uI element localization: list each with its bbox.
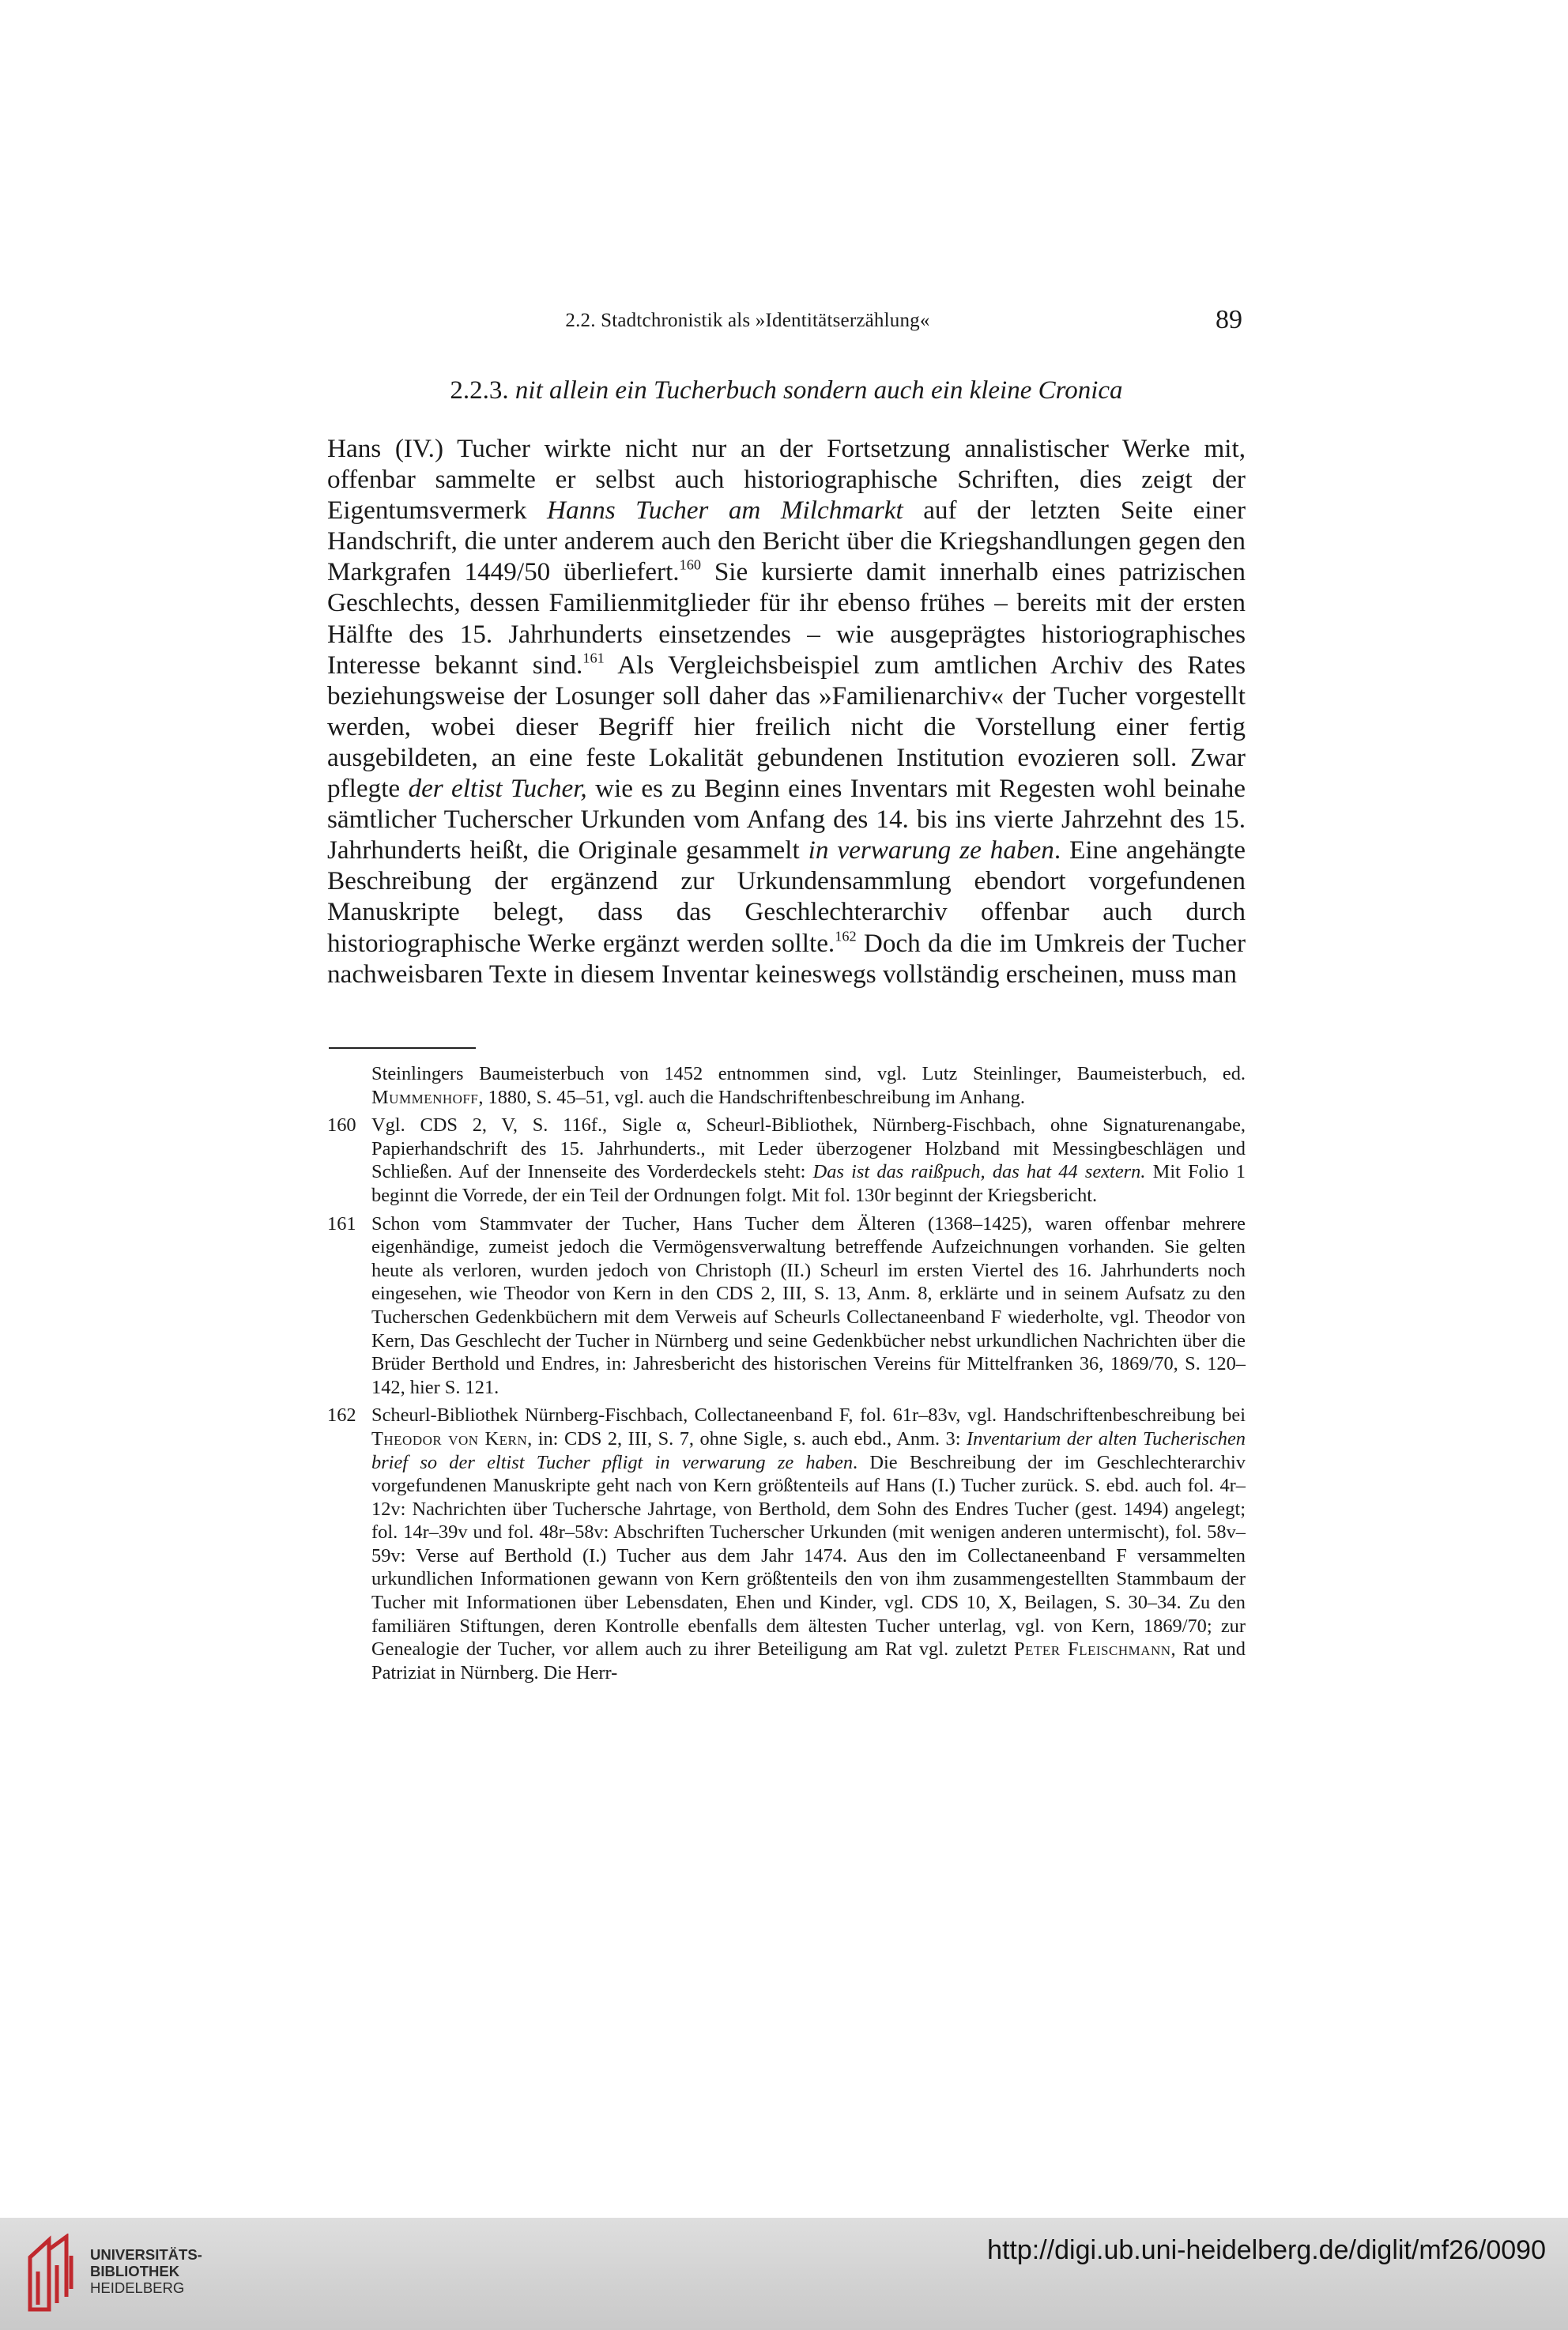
footnote-ref-162[interactable]: 162 — [835, 927, 857, 944]
italic-run: in verwarung ze haben — [808, 835, 1054, 865]
footnote-number: 161 — [327, 1212, 356, 1235]
text-run: Scheurl-Bibliothek Nürnberg-Fischbach, Collectaneenband F, fol. 61r–83v, vgl. Handschriftenbeschreibung bei — [371, 1404, 1246, 1427]
footnote-ref-161[interactable]: 161 — [582, 649, 605, 665]
running-head — [324, 305, 1242, 341]
text-run: . Eine angehängte Beschreibung der ergänzend zur Urkundensammlung ebendort vorgefundenen Manuskripte belegt, dass das Geschlechterarchiv offenbar auch durch historiographische Werke ergänzt werden sollte. — [327, 835, 1246, 958]
library-name-line: HEIDELBERG — [90, 2279, 185, 2296]
italic-run: Das ist das raißpuch, das hat 44 sextern. — [812, 1161, 1146, 1183]
italic-run: Hanns Tucher am Milchmarkt — [547, 496, 903, 526]
text-run: Schon vom Stammvater der Tucher, Hans Tucher dem Älteren (1368–1425), waren offenbar mehrere eigenhändige, zumeist jedoch die Vermögensverwaltung betreffende Aufzeichnungen vorhanden. Sie gelten heute als verloren, wurden jedoch von Christoph (II.) Scheurl im ersten Viertel des 16. Jahrhunderts noch eingesehen, wie Theodor von Kern in den CDS 2, III, S. 13, Anm. 8, erklärte und in seinem Aufsatz zu den Tucherschen Gedenkbüchern mit dem Verweis auf Scheurls Collectaneenband F wiederholte, vgl. Theodor von Kern, Das Geschlecht der Tucher in Nürnberg und seine Gedenkbücher nebst urkundlichen Nachrichten über die Brüder Berthold und Endres, in: Jahresbericht des historischen Vereins für Mittelfranken 36, 1869/70, S. 120–142, hier S. 121. — [371, 1212, 1246, 1398]
footnote-162 — [327, 1404, 1246, 1684]
author-name: Peter Fleischmann — [1014, 1638, 1171, 1661]
footnote-number: 160 — [327, 1114, 356, 1137]
text-run: , Rat und Patriziat in Nürnberg. Die Herr- — [371, 1638, 1246, 1683]
library-name — [90, 2246, 202, 2296]
text-run: Doch da die im Umkreis der Tucher nachweisbaren Texte in diesem Inventar keineswegs vollständig erscheinen, muss man — [327, 928, 1246, 989]
running-title: 2.2. Stadtchronistik als »Identitätserzählung« — [565, 310, 930, 331]
text-run: Vgl. CDS 2, V, S. 116f., Sigle α, Scheurl-Bibliothek, Nürnberg-Fischbach, ohne Signaturenangabe, Papierhandschrift des 15. Jahrhunderts., mit Leder überzogener Holzband mit Messingbeschlägen und Schließen. Auf der Innenseite des Vorderdeckels steht: — [371, 1114, 1246, 1183]
text-run: auf der letzten Seite einer Handschrift, die unter anderem auch den Bericht über die Kriegshandlungen gegen den Markgrafen 1449/50 überliefert. — [327, 496, 1246, 587]
text-run: Mit Folio 1 beginnt die Vorrede, der ein Teil der Ordnungen folgt. Mit fol. 130r beginnt der Kriegsbericht. — [371, 1161, 1246, 1206]
page-number: 89 — [1216, 305, 1242, 334]
footnote-number: 162 — [327, 1404, 356, 1427]
footnote-divider — [329, 1047, 476, 1049]
text-run: Sie kursierte damit innerhalb eines patrizischen Geschlechts, dessen Familienmitglieder für ihr ebenso frühes – bereits mit der ersten Hälfte des 15. Jahrhunderts einsetzendes – wie ausgeprägtes historiographisches Interesse bekannt sind. — [327, 557, 1246, 680]
paragraph — [327, 433, 1246, 990]
section-title: nit allein ein Tucherbuch sondern auch ein kleine Cronica — [514, 376, 1123, 405]
library-name-line: UNIVERSITÄTS- — [90, 2246, 202, 2263]
text-run: . Die Beschreibung der im Geschlechterarchiv vorgefundenen Manuskripte geht nach von Kern größtenteils auf Hans (I.) Tucher zurück. S. ebd. auch fol. 4r–12v: Nachrichten über Tuchersche Jahrtage, von Berthold, dem Sohn des Endres Tucher (gest. 1494) angelegt; fol. 14r–39v und fol. 48r–58v: Abschriften Tucherscher Urkunden (mit wenigen anderen untermischt), fol. 58v–59v: Verse auf Berthold (I.) Tucher aus dem Jahr 1474. Aus den im Collectaneenband F versammelten urkundlichen Informationen gewann von Kern größtenteils den von ihm zusammengestellten Stammbaum der Tucher mit Informationen über Lebensdaten, Ehen und Kinder, vgl. CDS 10, X, Beilagen, S. 30–34. Zu den familiären Stiftungen, deren Kontrolle ebenfalls dem ältesten Tucher unterlag, vgl. von Kern, 1869/70; zur Genealogie der Tucher, vor allem auch zu ihrer Beteiligung am Rat vgl. zuletzt — [371, 1451, 1246, 1661]
footnotes — [327, 1062, 1246, 1689]
text-run: Hans (IV.) Tucher wirkte nicht nur an der Fortsetzung annalistischer Werke mit, offenbar sammelte er selbst auch historiographische Schriften, dies zeigt der Eigentumsvermerk — [327, 434, 1246, 526]
footnote-160 — [327, 1114, 1246, 1207]
text-run: Steinlingers Baumeisterbuch von 1452 entnommen sind, vgl. Lutz Steinlinger, Baumeisterbuch, ed. — [371, 1063, 1246, 1084]
author-name: Mummenhoff — [371, 1086, 479, 1108]
italic-run: Inventarium der alten Tucherischen brief so der eltist Tucher pfligt in verwarung ze haben — [371, 1427, 1246, 1473]
body-paragraph — [327, 433, 1246, 990]
library-name-line: BIBLIOTHEK — [90, 2263, 180, 2279]
text-run: , 1880, S. 45–51, vgl. auch die Handschriftenbeschreibung im Anhang. — [478, 1086, 1025, 1108]
footnote-continuation — [327, 1062, 1246, 1109]
text-run: , in: CDS 2, III, S. 7, ohne Sigle, s. auch ebd., Anm. 3: — [527, 1427, 967, 1450]
author-name: Theodor von Kern — [371, 1427, 528, 1450]
text-run: Als Vergleichsbeispiel zum amtlichen Archiv des Rates beziehungsweise der Losunger soll daher das »Familienarchiv« der Tucher vorgestellt werden, wobei dieser Begriff hier freilich nicht die Vorstellung einer fertig ausgebildeten, an eine feste Lokalität gebundenen Institution evozieren soll. Zwar pflegte — [327, 650, 1246, 804]
section-heading — [327, 376, 1246, 405]
source-url-link[interactable]: http://digi.ub.uni-heidelberg.de/diglit/mf26/0090 — [987, 2235, 1546, 2265]
italic-run: der eltist Tucher, — [408, 774, 587, 804]
footnote-161 — [327, 1212, 1246, 1400]
section-number: 2.2.3. — [450, 376, 509, 405]
text-run: wie es zu Beginn eines Inventars mit Regesten wohl beinahe sämtlicher Tucherscher Urkunden vom Anfang des 14. bis ins vierte Jahrzehnt des 15. Jahrhunderts heißt, die Originale gesammelt — [327, 774, 1246, 865]
library-logo-icon — [25, 2234, 81, 2316]
footnote-ref-160[interactable]: 160 — [679, 556, 701, 573]
